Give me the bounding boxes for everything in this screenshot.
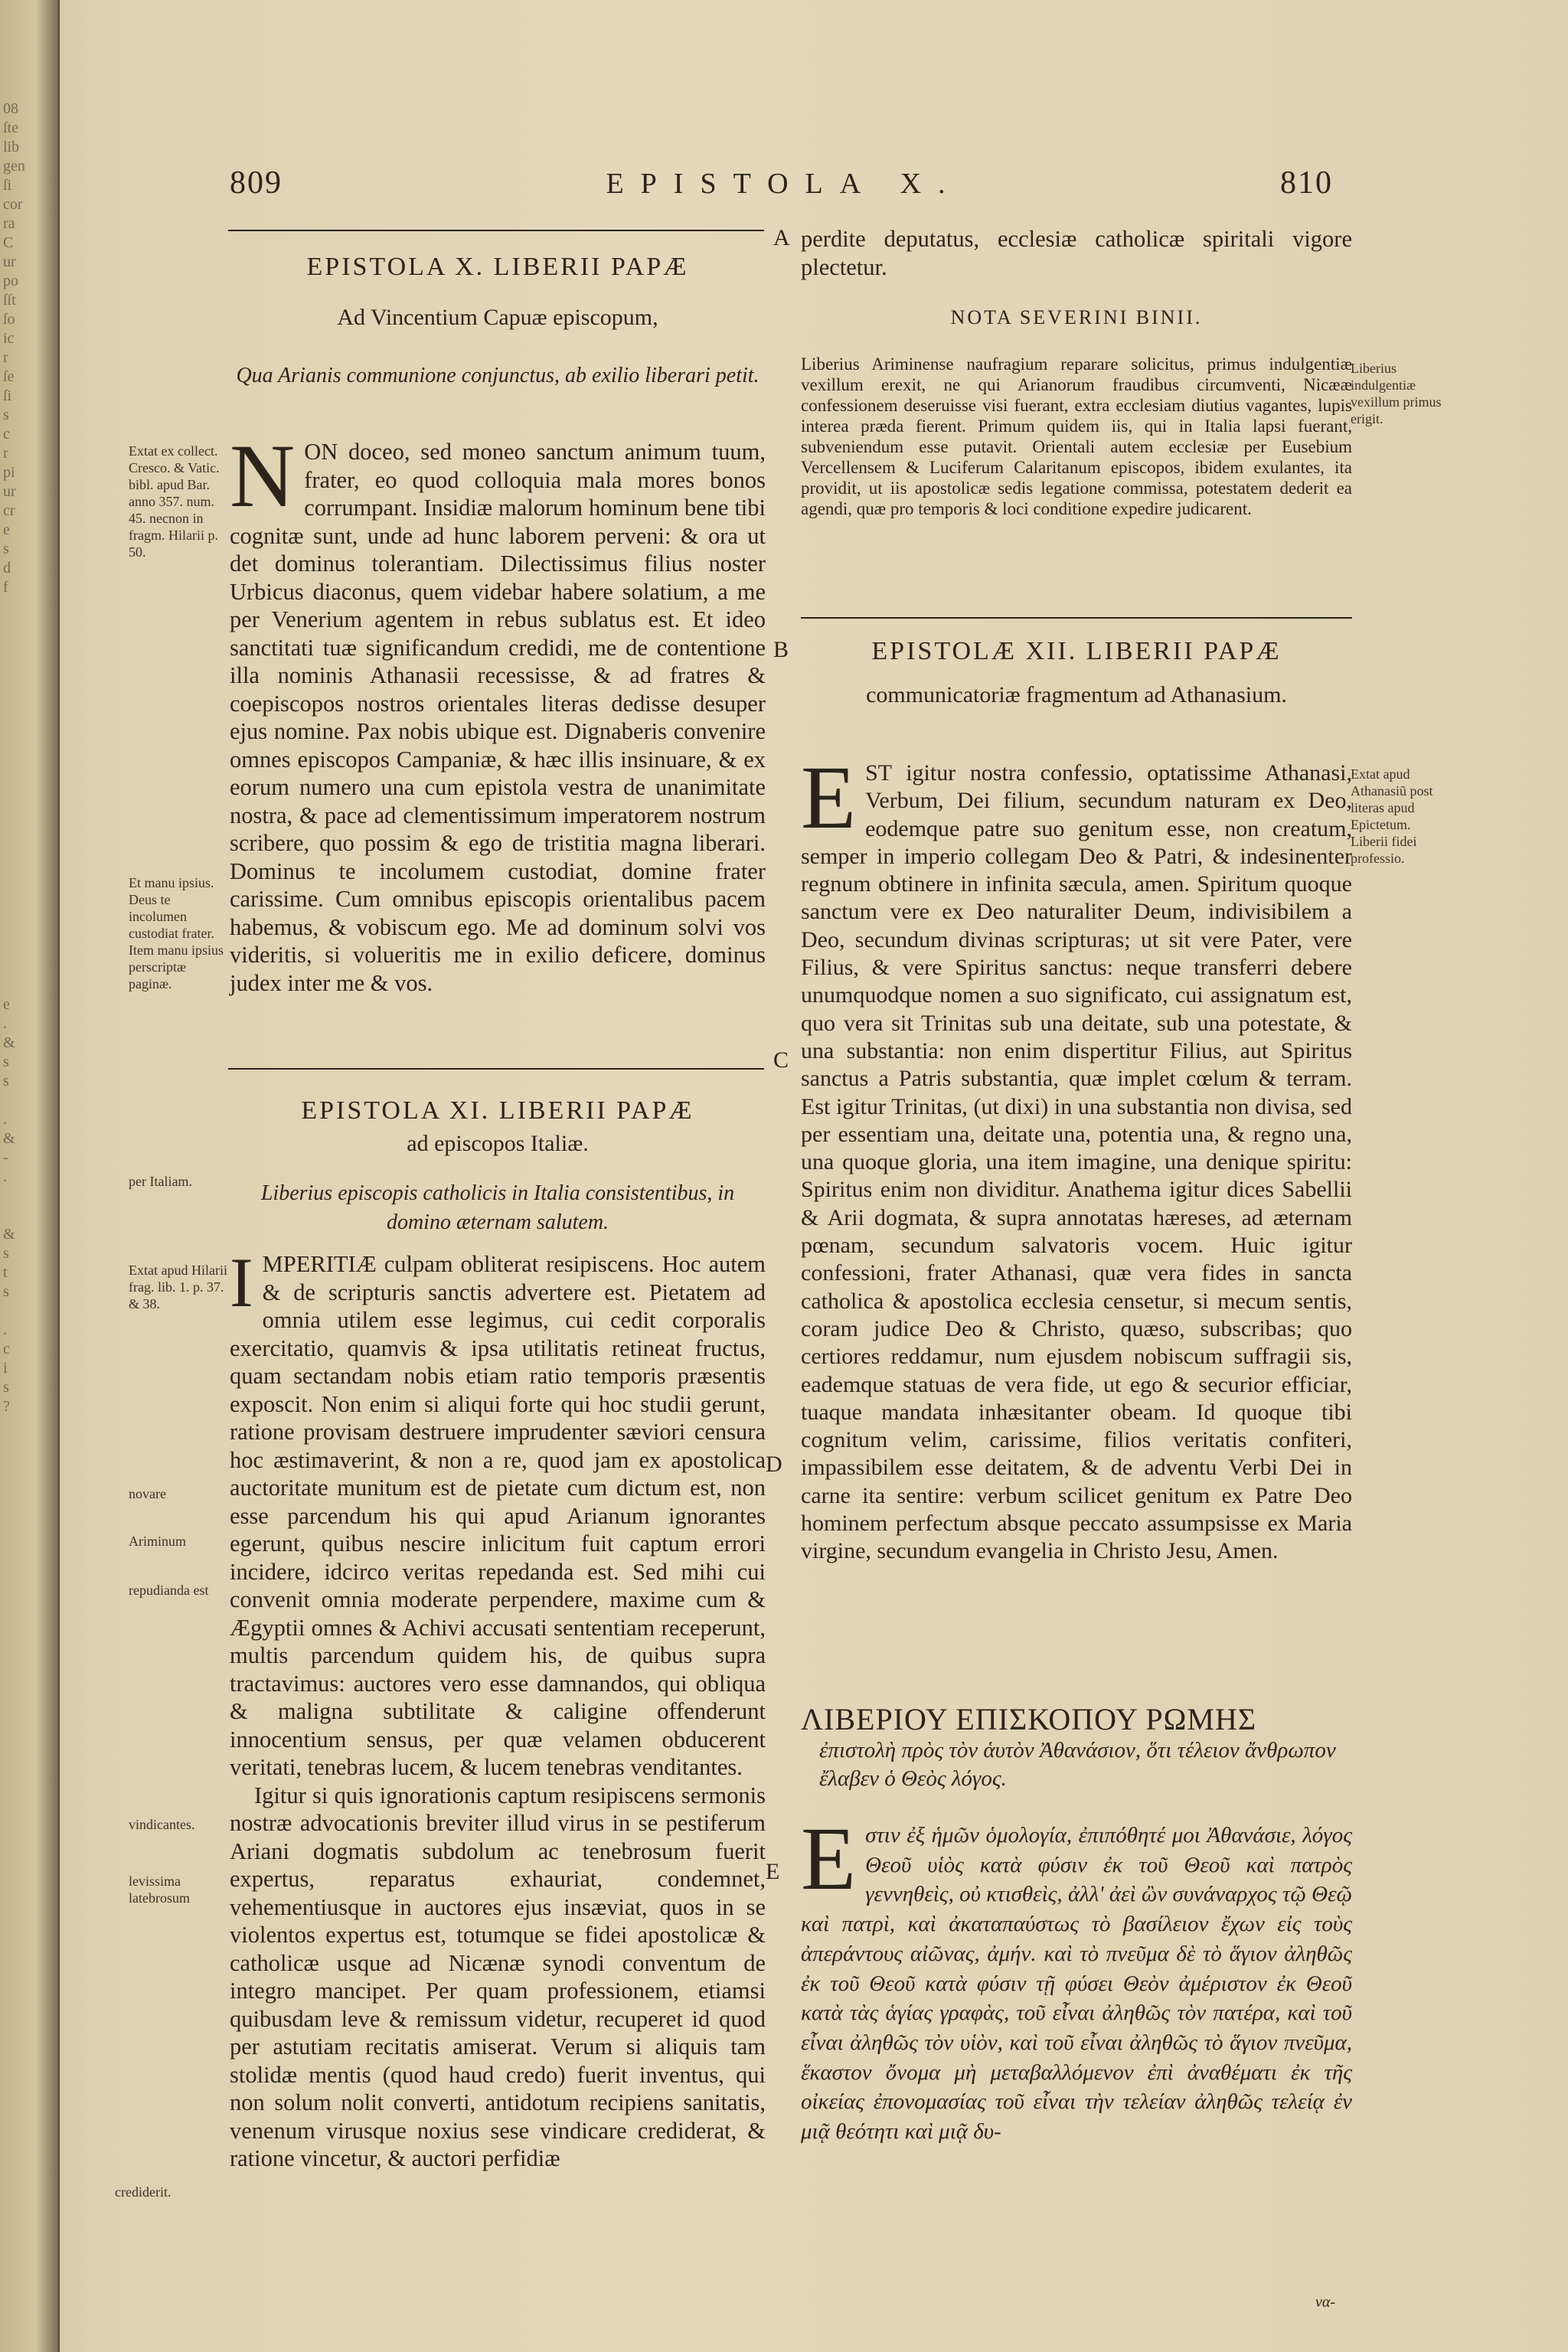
margin-note-ep12-source: Extat apud Athanasiũ post literas apud Epictetum. Liberii fidei professio. xyxy=(1351,766,1433,866)
section-rule-ep12 xyxy=(801,617,1352,619)
margin-note-ariminum: Ariminum xyxy=(129,1534,186,1549)
adjoining-page-edge: 08 ſte lib gen ſi cor ra C ur po ſſt ſo ic r ſe ſi s c r pi ur cr e s d f e . & s s . & - . & s t s . c i s ? xyxy=(0,0,60,2352)
catchword: να- xyxy=(1315,2294,1336,2311)
ep12-text: ST igitur nostra confessio, optatissime Athanasi, Verbum, Dei filium, secundum naturam ex Deo, eodemque patre suo genitum esse, non creatum, semper in imperio collegam Deo & Patri, & indesinenter regnum obtinere in infinita sæcula, amen. Spiritum quoque sanctum vere ex Deo naturaliter Deum, indivisibilem a Deo, secundum divinas scripturas; ut sit vere Pater, vere Filius, & vere Spiritus sanctus: neque transferri debere unumquodque nomen a suo significato, cui assignatum est, quo vera sit Trinitas sub una deitate, sub una potestate, & una substantia: non enim dispertitur Filius, aut Spiritus sanctus a Patris substantia, quæ implet cœlum & terram. Est igitur Trinitas, (ut dixi) in una substantia non divisa, sed per essentiam una, deitate una, potentia una, & regno una, una quoque gloria, una item imagine, una denique spiritu: Spiritus enim non dividitur. Anathema igitur dices Sabellii & Arii dogmata, & supra annotatas hæreses, ad æternam pœnam, secundum salvatoris vocem. Huic igitur confessioni, frater Athanasi, quæ vera fides in sancta catholica & apostolica ecclesia censetur, si mecum sentis, coram judice Deo & Christo, quæso, subscribas; quo certiores reddamur, num ejusdem nobiscum suffragii sis, eademque statuas de vera fide, ut ego & securior efficiar, tuaque mandata inhæsitanter obeam. Id quoque tibi cognitum velim, carissime, filios veritatis confiteri, impassibilem esse deitatem, & de adventu Verbi Dei in carne ita sentire: verbum scilicet genitum ex Patre Deo hominem perfectum absque peccato assumpsisse ex Maria virgine, secundum evangelia in Christo Jesu, Amen. xyxy=(801,760,1352,1564)
margin-letter-d: D xyxy=(766,1452,782,1477)
ep10-body xyxy=(230,426,766,997)
greek-heading: ΛΙΒΕΡΙΟΥ ΕΠΙΣΚΟΠΟΥ ΡΩΜΗΣ xyxy=(801,1702,1257,1736)
ep12-dropcap: E xyxy=(801,747,857,848)
margin-letter-c: C xyxy=(773,1047,789,1073)
margin-note-repudianda: repudianda est xyxy=(129,1583,209,1598)
margin-note-source-ep10: Extat ex collect. Cresco. & Vatic. bibl. apud Bar. anno 357. num. 45. necnon in fragm. Hilarii p. 50. xyxy=(129,443,220,560)
greek-dropcap: Ε xyxy=(801,1808,857,1909)
margin-note-indulgentia: Liberius indulgentiæ vexillum primus erigit. xyxy=(1351,361,1442,426)
ep12-heading: EPISTOLÆ XII. LIBERII PAPÆ xyxy=(871,637,1282,665)
section-rule-ep11 xyxy=(228,1068,764,1070)
margin-note-crediderit: crediderit. xyxy=(115,2184,172,2200)
ep11-subheading: ad episcopos Italiæ. xyxy=(407,1131,589,1156)
margin-note-source-ep11: Extat apud Hilarii frag. lib. 1. p. 37. & 38. xyxy=(129,1263,227,1312)
margin-note-per-italiam: per Italiam. xyxy=(129,1174,192,1189)
ep10-heading: EPISTOLA X. LIBERII PAPÆ xyxy=(306,253,689,281)
ep12-subheading: communicatoriæ fragmentum ad Athanasium. xyxy=(866,682,1287,707)
running-title: EPISTOLA X. xyxy=(606,168,962,200)
nota-heading: NOTA SEVERINI BINII. xyxy=(950,306,1203,328)
greek-body xyxy=(801,1808,1352,2147)
ep12-body xyxy=(801,747,1352,1566)
margin-note-levissima: levissima latebrosum xyxy=(129,1873,190,1906)
margin-note-novare: novare xyxy=(129,1486,166,1501)
greek-subheading: ἐπιστολὴ πρὸς τὸν ἁυτὸν Ἀθανάσιον, ὅτι τέλειον ἄνθρωπον ἔλαβεν ὁ Θεὸς λόγος. xyxy=(819,1738,1336,1791)
nota-text: Liberius Ariminense naufragium reparare solicitus, primus indulgentiæ vexillum erexit, ne qui Arianorum fraudibus circumventi, Nicææ confessionem deseruisse visi fuerant, extra ecclesiam diutius vagantes, lupis interea præda fierent. Primum quidem iis, qui in Italia lapsi fuerant, subveniendum esse putavit. Orientali autem ecclesiæ per Eusebium Vercellensem & Luciferum Calaritanum episcopos, ibidem exulantes, ita providit, ut iis apostolicæ sedis legatione commissa, potestatem dederit ea agendi, quæ pro temporis & loci conditione expedire judicarent. xyxy=(801,354,1352,518)
margin-note-manu-ipsius: Et manu ipsius. Deus te incolumen custodiat frater. Item manu ipsius perscriptæ paginæ. xyxy=(129,875,224,991)
margin-letter-b: B xyxy=(773,637,789,662)
header-rule-left xyxy=(228,230,764,231)
ep10-dropcap: N xyxy=(230,426,296,526)
ep10-text: ON doceo, sed moneo sanctum animum tuum, frater, eo quod colloquia mala mores bonos corrumpant. Insidiæ malorum hominum bene tibi cognitæ sunt, unde ad hunc laborem perveni: & ora ut det dominus tolerantiam. Dilectissimus filius noster Urbicus diaconus, quem videbar habere solatium, a me per Venerium agentem in rebus sublatus est. Et ideo sanctitati tuæ significandum credidi, me de contentione illa nominis Athanasii recessisse, & ad fratres & coepiscopos nostros orientales literas dedisse desuper ejus nomine. Pax nobis ubique est. Dignaberis convenire omnes episcopos Campaniæ, & hæc illis insinuare, & ex eorum numero una cum epistola vestra de unanimitate nostra, & pace ad clementissimum imperatorem nostrum scribere, quo possim & ego de tristitia magna liberari. Dominus te incolumem custodiat, domine frater carissime. Cum omnibus episcopis orientalibus pacem habemus, & vobiscum ego. Me ad dominum solvi vos videritis, si volueritis me in exilio deficere, dominus judex inter me & vos. xyxy=(230,439,766,996)
margin-note-vindicantes: vindicantes. xyxy=(129,1817,195,1832)
ep11-text-1: MPERITIÆ culpam obliterat resipiscens. Hoc autem & de scripturis sanctis advertere est. Pietatem ad omnia utilem esse legimus, cui cedit corporalis exercitatio, quamvis & ipsa utilitatis retineat fructus, quam sectandam nobis etiam ratio temporis præsentis exposcit. Non enim si aliqui forte qui hoc studii gerunt, ratione provisam destruere imprudenter sæviori censura hoc æstimaverint, & non a re, quod jam ex apostolica auctoritate munitum est de pietate cum dictum est, non esse parcendum his qui apud Arianum ignorantes egerunt, quibus nescire inlicitum fuit captum errori incidere, idcirco veritas repedanda est. Sed mihi cui convenit omnia moderate perpendere, maxime cum & Ægyptii omnes & Achivi accusati sententiam receperunt, multis parcendum quidem his, de quibus supra tractavimus: auctores vero esse damnandos, qui obliqua & maligna subtilitate & caligine offenderunt innocentium sensus, per quæ velamen obducerent veritati, tenebras lucem, & lucem tenebras venditantes. xyxy=(230,1251,766,1780)
ep11-text-2: Igitur si quis ignorationis captum resipiscens sermonis nostræ advocationis breviter illud virus in se pestiferum Ariani dogmatis subdolum ac tenebrosum fuerit expertus, reparatus exhauriat, condemnet, vehementiusque in auctores ejus insæviat, quos in se violentos expertus est, totumque se fidei apostolicæ & catholicæ usque ad Nicænæ synodi conventum de integro mancipet. Per quam professionem, etiamsi quibusdam leve & remissum videtur, recuperet id quod per astutiam recitatis amiserat. Verum si aliquis tam stolidæ mentis (quod haud credo) fuerit inventus, qui non solum nolit converti, antidotum recipiens sanitatis, venenum virusque noxius sese vindicare crediderat, & ratione vincetur, & auctori perfidiæ xyxy=(230,1782,766,2171)
margin-letter-e: E xyxy=(766,1859,780,1884)
ep11-body xyxy=(230,1243,766,2173)
ep11-continuation: perdite deputatus, ecclesiæ catholicæ spiritali vigore plectetur. xyxy=(801,226,1352,280)
ep11-dropcap: I xyxy=(230,1243,253,1321)
ep11-summary: Liberius episcopis catholicis in Italia consistentibus, in domino æternam salutem. xyxy=(260,1181,735,1234)
ep10-subheading: Ad Vincentium Capuæ episcopum, xyxy=(337,305,658,330)
page-number-left: 809 xyxy=(230,165,283,201)
page-number-right: 810 xyxy=(1280,165,1333,201)
ep11-heading: EPISTOLA XI. LIBERII PAPÆ xyxy=(301,1096,694,1125)
ep10-summary: Qua Arianis communione conjunctus, ab exilio liberari petit. xyxy=(236,364,760,387)
margin-letter-a: A xyxy=(773,225,790,250)
greek-text: στιν ἐξ ἡμῶν ὁμολογία, ἐπιπόθητέ μοι Ἀθανάσιε, λόγος Θεοῦ υἱὸς κατὰ φύσιν ἐκ τοῦ Θεοῦ καὶ πατρὸς γεννηθεὶς, οὐ κτισθεὶς, ἀλλ' ἀεὶ ὢν συνάναρχος τῷ Θεῷ καὶ πατρὶ, καὶ ἀκαταπαύστως τὸ βασίλειον ἔχων εἰς τοὺς ἀπεράντους αἰῶνας, ἀμήν. καὶ τὸ πνεῦμα δὲ τὸ ἅγιον ἀληθῶς ἐκ τοῦ Θεοῦ κατὰ φύσιν τῇ φύσει Θεὸν ἀμέριστον ἐκ Θεοῦ κατὰ τὰς ἁγίας γραφὰς, τοῦ εἶναι ἀληθῶς τὸν πατέρα, καὶ τοῦ εἶναι ἀληθῶς τὸν υἱὸν, καὶ τοῦ εἶναι ἀληθῶς τὸ ἅγιον πνεῦμα, ἕκαστον ὄνομα μὴ μεταβαλλόμενον ἐπὶ ἀναθέματι ἐκ τῆς οἰκείας ἐπονομασίας τοῦ εἶναι τὴν τελείαν ἀληθῶς τελείᾳ ἐν μιᾷ θεότητι καὶ μιᾷ δυ- xyxy=(801,1823,1352,2145)
